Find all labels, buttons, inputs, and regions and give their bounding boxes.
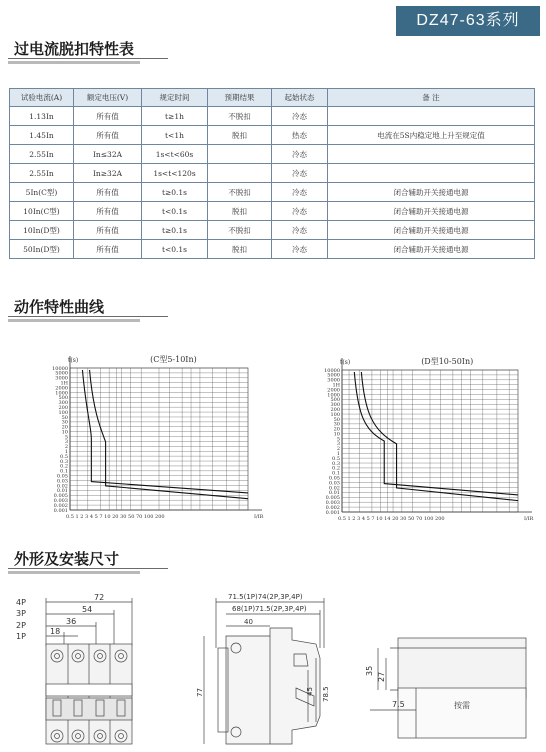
y-tick-label: 3000 xyxy=(327,377,340,384)
table-cell: t<1h xyxy=(142,126,208,145)
table-cell: 1s<t<60s xyxy=(142,145,208,164)
table-cell: t≥0.1s xyxy=(142,183,208,202)
y-tick-label: 200 xyxy=(330,406,340,413)
table-cell: 所有值 xyxy=(74,126,142,145)
rail-label: 按需 xyxy=(454,701,470,710)
table-row xyxy=(10,221,535,240)
width-label: 18 xyxy=(50,627,61,636)
table-row xyxy=(10,164,535,183)
table-cell: 50In(D型) xyxy=(10,240,74,259)
y-tick-label: 20 xyxy=(61,424,68,431)
y-tick-label: 0.02 xyxy=(56,483,68,490)
y-tick-label: 5 xyxy=(336,436,340,443)
table-cell xyxy=(328,145,535,164)
table-header: 起始状态 xyxy=(272,89,328,107)
table-row xyxy=(10,126,535,145)
table-cell: 冷态 xyxy=(272,107,328,126)
table-cell: 10In(C型) xyxy=(10,202,74,221)
table-cell xyxy=(208,145,272,164)
y-tick-label: 1 xyxy=(64,449,68,456)
table-cell xyxy=(328,164,535,183)
d-type-curve-chart xyxy=(302,356,536,526)
table-cell xyxy=(208,164,272,183)
table-cell: 电流在5S内稳定地上升至规定值 xyxy=(328,126,535,145)
y-tick-label: 0.002 xyxy=(325,504,340,511)
y-tick-label: 0.01 xyxy=(56,488,68,495)
y-tick-label: 0.2 xyxy=(332,465,340,472)
table-cell: 10In(D型) xyxy=(10,221,74,240)
table-cell: 不脱扣 xyxy=(208,183,272,202)
y-tick-label: 3000 xyxy=(55,375,68,382)
y-tick-label: 20 xyxy=(333,426,340,433)
y-tick-label: 0.05 xyxy=(328,475,340,482)
table-cell: 热态 xyxy=(272,126,328,145)
front-view-drawing xyxy=(10,588,180,748)
y-tick-label: 5000 xyxy=(327,372,340,379)
y-tick-label: 0.3 xyxy=(60,458,68,465)
section-title-curves: 动作特性曲线 xyxy=(14,298,105,316)
table-cell: 冷态 xyxy=(272,202,328,221)
y-tick-label: 0.5 xyxy=(332,455,340,462)
d-curve-chart-wrap xyxy=(302,356,536,530)
y-tick-label: 300 xyxy=(58,400,68,407)
y-tick-label: 1000 xyxy=(327,392,340,399)
side-dim-top2: 68(1P)71.5(2P,3P,4P) xyxy=(232,605,307,613)
table-row xyxy=(10,183,535,202)
y-tick-label: 0.005 xyxy=(325,495,340,502)
table-header: 备 注 xyxy=(328,89,535,107)
section-divider xyxy=(8,571,140,574)
y-tick-label: 0.003 xyxy=(325,500,340,507)
table-cell: In≥32A xyxy=(74,164,142,183)
table-cell: 冷态 xyxy=(272,240,328,259)
section-divider xyxy=(8,61,140,64)
y-tick-label: 1H xyxy=(332,382,340,389)
y-tick-label: 0.001 xyxy=(53,507,68,514)
curve-lower-bound xyxy=(82,370,248,493)
table-cell: 闭合辅助开关接通电源 xyxy=(328,183,535,202)
side-dim-40: 40 xyxy=(244,618,253,626)
table-cell: 所有值 xyxy=(74,221,142,240)
din-rail-drawing xyxy=(360,628,540,748)
table-cell: t≥0.1s xyxy=(142,221,208,240)
table-cell: 脱扣 xyxy=(208,202,272,221)
y-tick-label: 5 xyxy=(64,434,68,441)
section-title-dims: 外形及安装尺寸 xyxy=(14,550,120,568)
chart-ylabel: t(s) xyxy=(68,357,79,364)
c-curve-chart-wrap xyxy=(34,346,264,528)
table-cell: 闭合辅助开关接通电源 xyxy=(328,202,535,221)
table-cell: t<0.1s xyxy=(142,202,208,221)
table-cell: 5In(C型) xyxy=(10,183,74,202)
y-tick-label: 1H xyxy=(60,380,68,387)
x-tick-labels: 0.5 1 2 3 4 5 7 10 14 20 30 50 70 100 200 xyxy=(338,516,445,522)
y-tick-label: 1000 xyxy=(55,390,68,397)
table-cell: 所有值 xyxy=(74,202,142,221)
table-cell: 1.45In xyxy=(10,126,74,145)
y-tick-label: 10 xyxy=(333,431,340,438)
y-tick-label: 0.5 xyxy=(60,453,68,460)
table-cell: 1s<t<120s xyxy=(142,164,208,183)
y-tick-label: 2000 xyxy=(55,385,68,392)
y-tick-label: 10000 xyxy=(52,365,68,372)
table-row xyxy=(10,240,535,259)
y-tick-label: 50 xyxy=(61,414,68,421)
table-header-row xyxy=(10,89,535,107)
table-cell: In≤32A xyxy=(74,145,142,164)
table-cell: 闭合辅助开关接通电源 xyxy=(328,221,535,240)
y-tick-label: 0.3 xyxy=(332,460,340,467)
x-tick-labels: 0.5 1 2 3 4 5 7 10 20 30 50 70 100 200 xyxy=(66,514,165,520)
table-cell: 所有值 xyxy=(74,107,142,126)
table-cell: 冷态 xyxy=(272,183,328,202)
table-cell: 冷态 xyxy=(272,145,328,164)
pole-label: 4P xyxy=(16,598,26,607)
y-tick-label: 0.2 xyxy=(60,463,68,470)
y-tick-label: 500 xyxy=(58,395,68,402)
y-tick-label: 3 xyxy=(336,441,340,448)
y-tick-label: 10 xyxy=(61,429,68,436)
y-tick-label: 10000 xyxy=(324,367,340,374)
table-header: 规定时间 xyxy=(142,89,208,107)
y-tick-label: 30 xyxy=(61,419,68,426)
trip-characteristics-table xyxy=(9,88,535,259)
series-badge: DZ47-63系列 xyxy=(396,6,540,36)
rail-dim-7-5: 7.5 xyxy=(392,700,405,709)
side-dim-45: 45 xyxy=(306,687,314,696)
table-cell: 不脱扣 xyxy=(208,107,272,126)
table-cell: 所有值 xyxy=(74,183,142,202)
pole-label: 2P xyxy=(16,621,26,630)
y-tick-label: 500 xyxy=(330,397,340,404)
table-cell: 冷态 xyxy=(272,221,328,240)
y-tick-label: 0.1 xyxy=(60,468,68,475)
table-header: 试验电流(A) xyxy=(10,89,74,107)
side-dim-top1: 71.5(1P)74(2P,3P,4P) xyxy=(228,593,303,601)
side-dim-77: 77 xyxy=(196,688,204,697)
pole-label: 3P xyxy=(16,609,26,618)
width-label: 54 xyxy=(82,605,93,614)
table-cell: t≥1h xyxy=(142,107,208,126)
chart-xlabel: I/IR xyxy=(254,514,264,520)
table-cell: 所有值 xyxy=(74,240,142,259)
y-tick-label: 0.02 xyxy=(328,485,340,492)
y-tick-label: 300 xyxy=(330,402,340,409)
table-cell: 冷态 xyxy=(272,164,328,183)
table-row xyxy=(10,145,535,164)
rail-dim-35: 35 xyxy=(365,665,374,676)
section-title-trip: 过电流脱扣特性表 xyxy=(14,40,135,58)
y-tick-label: 0.03 xyxy=(56,478,68,485)
pole-label: 1P xyxy=(16,632,26,641)
chart-title: (D型10-50In) xyxy=(421,357,474,366)
curve-upper-bound xyxy=(361,372,518,501)
y-tick-label: 0.03 xyxy=(328,480,340,487)
y-tick-label: 30 xyxy=(333,421,340,428)
table-header: 预期结果 xyxy=(208,89,272,107)
y-tick-label: 100 xyxy=(58,409,68,416)
table-cell xyxy=(328,107,535,126)
table-cell: 1.13In xyxy=(10,107,74,126)
table-header: 额定电压(V) xyxy=(74,89,142,107)
table-cell: t<0.1s xyxy=(142,240,208,259)
table-row xyxy=(10,202,535,221)
y-tick-label: 3 xyxy=(64,439,68,446)
curve-upper-bound xyxy=(90,370,248,499)
y-tick-label: 1 xyxy=(336,451,340,458)
y-tick-label: 0.005 xyxy=(53,493,68,500)
y-tick-label: 0.01 xyxy=(328,490,340,497)
table-cell: 2.55In xyxy=(10,164,74,183)
width-label: 72 xyxy=(94,593,105,602)
y-tick-label: 100 xyxy=(330,411,340,418)
y-tick-label: 2 xyxy=(64,444,68,451)
section-divider xyxy=(8,568,168,569)
y-tick-label: 0.001 xyxy=(325,509,340,516)
section-divider xyxy=(8,58,168,59)
table-cell: 2.55In xyxy=(10,145,74,164)
y-tick-label: 0.1 xyxy=(332,470,340,477)
y-tick-label: 0.002 xyxy=(53,502,68,509)
table-cell: 闭合辅助开关接通电源 xyxy=(328,240,535,259)
c-type-curve-chart xyxy=(34,346,264,524)
section-divider xyxy=(8,316,168,317)
curve-lower-bound xyxy=(354,372,518,495)
chart-ylabel: t(s) xyxy=(340,359,351,366)
rail-dim-27: 27 xyxy=(377,671,386,682)
side-view-drawing xyxy=(196,588,346,748)
section-divider xyxy=(8,319,140,322)
y-tick-label: 0.05 xyxy=(56,473,68,480)
width-label: 36 xyxy=(66,617,77,626)
table-row xyxy=(10,107,535,126)
y-tick-label: 2 xyxy=(336,446,340,453)
y-tick-label: 200 xyxy=(58,404,68,411)
table-cell: 不脱扣 xyxy=(208,221,272,240)
side-dim-78-5: 78.5 xyxy=(322,686,330,702)
y-tick-label: 5000 xyxy=(55,370,68,377)
table-cell: 脱扣 xyxy=(208,126,272,145)
table-cell: 脱扣 xyxy=(208,240,272,259)
y-tick-label: 50 xyxy=(333,416,340,423)
y-tick-label: 0.003 xyxy=(53,498,68,505)
chart-title: (C型5-10In) xyxy=(150,355,197,364)
y-tick-label: 2000 xyxy=(327,387,340,394)
chart-xlabel: I/IR xyxy=(524,516,534,522)
